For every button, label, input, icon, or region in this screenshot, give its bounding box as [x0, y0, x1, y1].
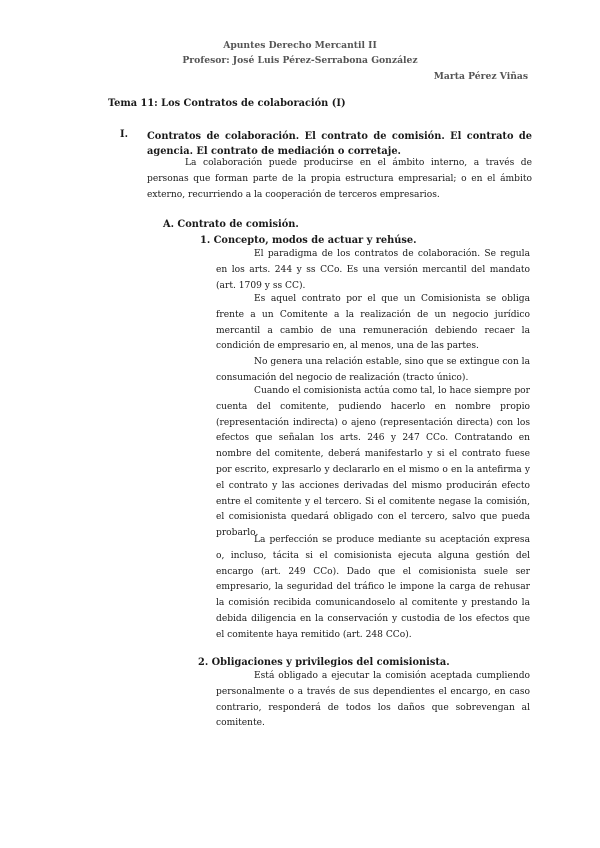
subsection-a-title: A. Contrato de comisión.	[163, 219, 299, 230]
section-title: Contratos de colaboración. El contrato de comisión. El contrato de agencia. El contrato de mediación o corretaje.	[147, 131, 532, 157]
subsection-1-title: 1. Concepto, modos de actuar y rehúse.	[200, 235, 417, 246]
paragraph-6: Está obligado a ejecutar la comisión aceptada cumpliendo personalmente o a través de sus dependientes el encargo, en caso contrario, responderá de todos los daños que sobrevengan al comitente.	[216, 671, 530, 729]
subsection-2-title: 2. Obligaciones y privilegios del comisionista.	[198, 657, 450, 668]
paragraph-2: Es aquel contrato por el que un Comisionista se obliga frente a un Comitente a la realización de un negocio jurídico mercantil a cambio de una remuneración debiendo recaer la condición de empresario en, al menos, una de las partes.	[216, 294, 530, 352]
header-course: Apuntes Derecho Mercantil II	[223, 40, 377, 51]
intro-paragraph: La colaboración puede producirse en el ámbito interno, a través de personas que forman parte de la propia estructura empresarial; o en el ámbito externo, recurriendo a la cooperación de terceros empresarios.	[147, 158, 532, 200]
header-author: Marta Pérez Viñas	[433, 71, 528, 82]
paragraph-5: La perfección se produce mediante su aceptación expresa o, incluso, tácita si el comisionista ejecuta alguna gestión del encargo (art. 249 CCo). Dado que el comisionista suele ser empresario, la seguridad del tráfico le impone la carga de rehusar la comisión recibida comunicandoselo al comitente y prestando la debida diligencia en la conservación y custodia de los efectos que el comitente haya remitido (art. 248 CCo).	[216, 535, 530, 640]
page-title: Tema 11: Los Contratos de colaboración (I)	[108, 98, 346, 109]
paragraph-1: El paradigma de los contratos de colaboración. Se regula en los arts. 244 y ss CCo. Es una versión mercantil del mandato (art. 1709 y ss CC).	[216, 249, 530, 291]
paragraph-3: No genera una relación estable, sino que se extingue con la consumación del negocio de realización (tracto único).	[216, 357, 530, 383]
header-professor: Profesor: José Luis Pérez-Serrabona González	[182, 55, 418, 66]
paragraph-4: Cuando el comisionista actúa como tal, lo hace siempre por cuenta del comitente, pudiendo hacerlo en nombre propio (representación indirecta) o ajeno (representación directa) con los efectos que señalan los arts. 246 y 247 CCo. Contratando en nombre del comitente, deberá manifestarlo y si el contrato fuese por escrito, expresarlo y declararlo en el mismo o en la antefirma y el contrato y las acciones derivadas del mismo producirán efecto entre el comitente y el tercero. Si el comitente negase la comisión, el comisionista quedará obligado con el tercero, salvo que pueda probarlo.	[216, 386, 530, 539]
section-number: I.	[120, 129, 128, 140]
